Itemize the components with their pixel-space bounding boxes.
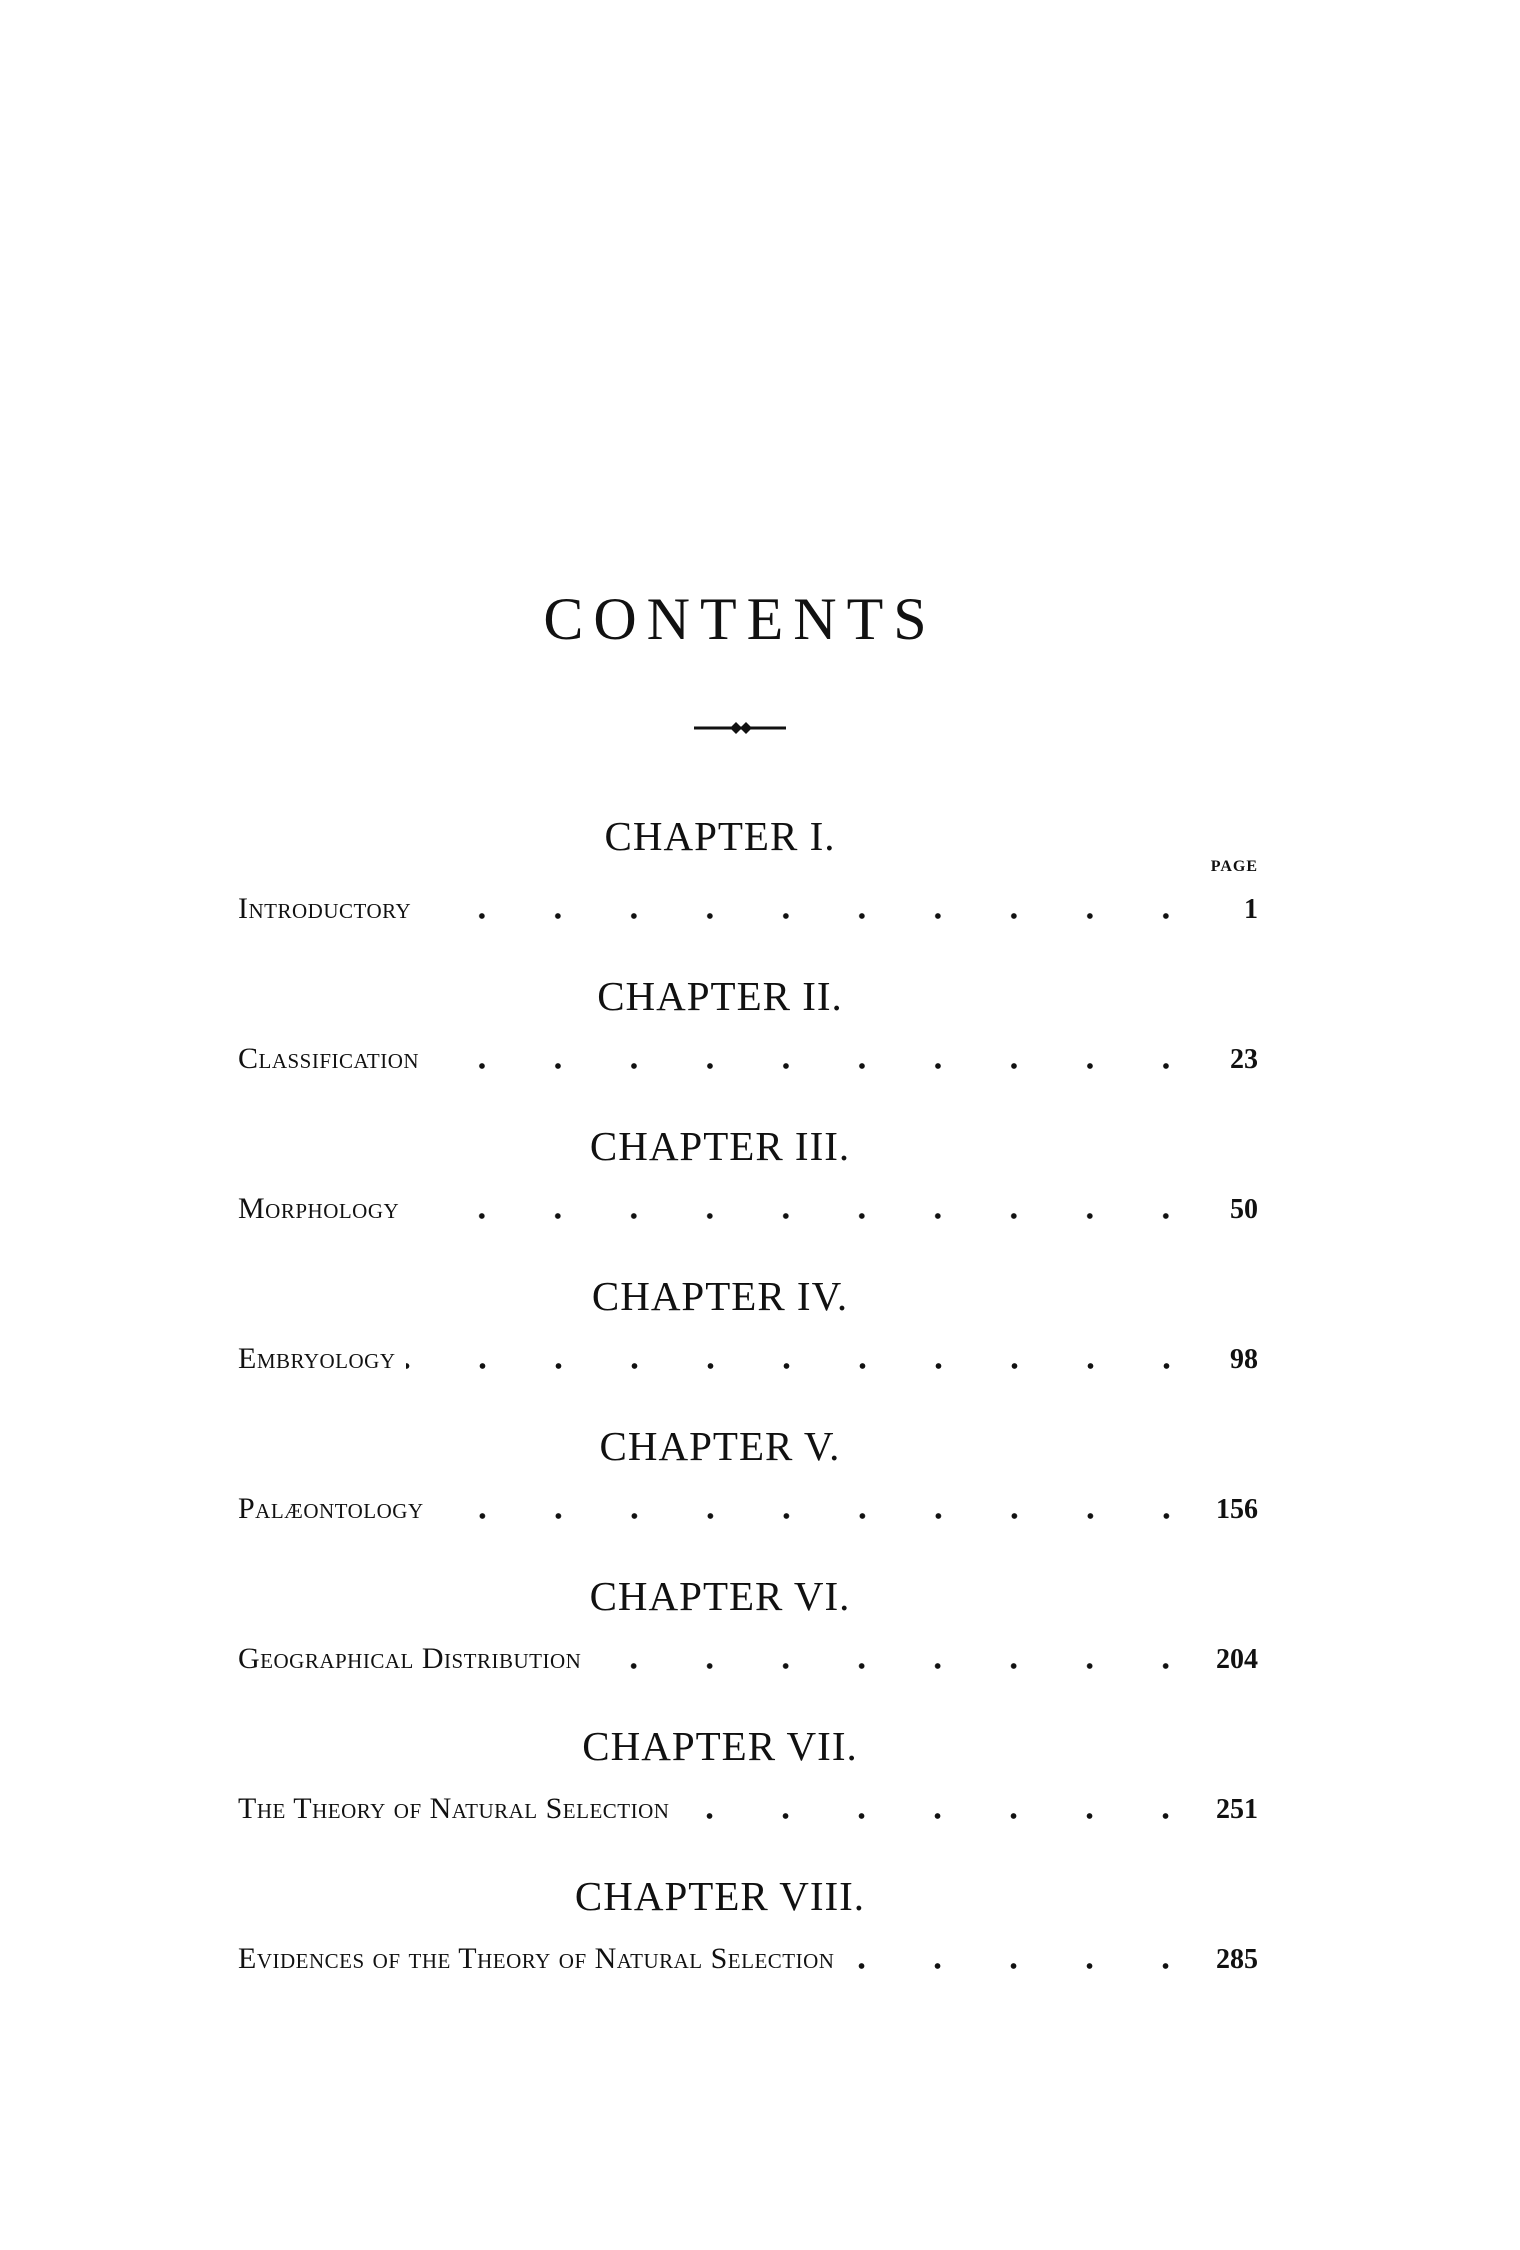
dot-leader [406,1363,1204,1369]
dot-leader [421,913,1204,919]
toc-entry-title: Classification [238,1042,420,1075]
toc-entry-title: Geographical Distribution [238,1642,582,1675]
toc-entry-title: Introductory [238,892,412,925]
toc-entry-page: 23 [1230,1044,1258,1075]
toc-entry-title: Morphology [238,1192,400,1225]
dot-leader [679,1813,1204,1819]
dot-leader [409,1213,1204,1219]
chapter-heading: CHAPTER VI. [589,1573,851,1619]
toc-entry-title: The Theory of Natural Selection [238,1792,670,1825]
toc-entry-page: 285 [1216,1944,1258,1975]
toc-entry-page: 204 [1216,1644,1258,1675]
toc-entry-page: 1 [1244,894,1258,925]
page-title: CONTENTS [543,586,937,652]
chapter-heading: CHAPTER II. [597,973,843,1019]
chapter-heading: CHAPTER I. [604,813,836,859]
chapter-heading: CHAPTER V. [599,1423,841,1469]
toc-entry-title: Palæontology [238,1492,424,1525]
chapter-heading: CHAPTER VII. [582,1723,858,1769]
chapter-heading: CHAPTER IV. [591,1273,849,1319]
toc-entry-page: 251 [1216,1794,1258,1825]
toc-entry[interactable] [238,1042,1258,1082]
toc-entry-page: 50 [1230,1194,1258,1225]
toc-entry[interactable] [238,1792,1258,1832]
toc-entry[interactable] [238,1192,1258,1232]
toc-entry-title: Evidences of the Theory of Natural Selection [238,1942,835,1975]
page-column-label: PAGE [1210,858,1258,875]
dot-leader [591,1663,1204,1669]
chapter-heading: CHAPTER III. [589,1123,851,1169]
toc-entry[interactable] [238,892,1258,932]
dot-leader [844,1963,1204,1969]
toc-entry[interactable] [238,1342,1258,1382]
toc-entry[interactable] [238,1942,1258,1982]
dot-leader [434,1513,1204,1519]
toc-entry-page: 98 [1230,1344,1258,1375]
toc-entry-page: 156 [1216,1494,1258,1525]
chapter-heading: CHAPTER VIII. [574,1873,866,1919]
dot-leader [429,1063,1204,1069]
ornament-divider [690,718,790,738]
toc-entry-title: Embryology [238,1342,396,1375]
toc-entry[interactable] [238,1642,1258,1682]
toc-entry[interactable] [238,1492,1258,1532]
